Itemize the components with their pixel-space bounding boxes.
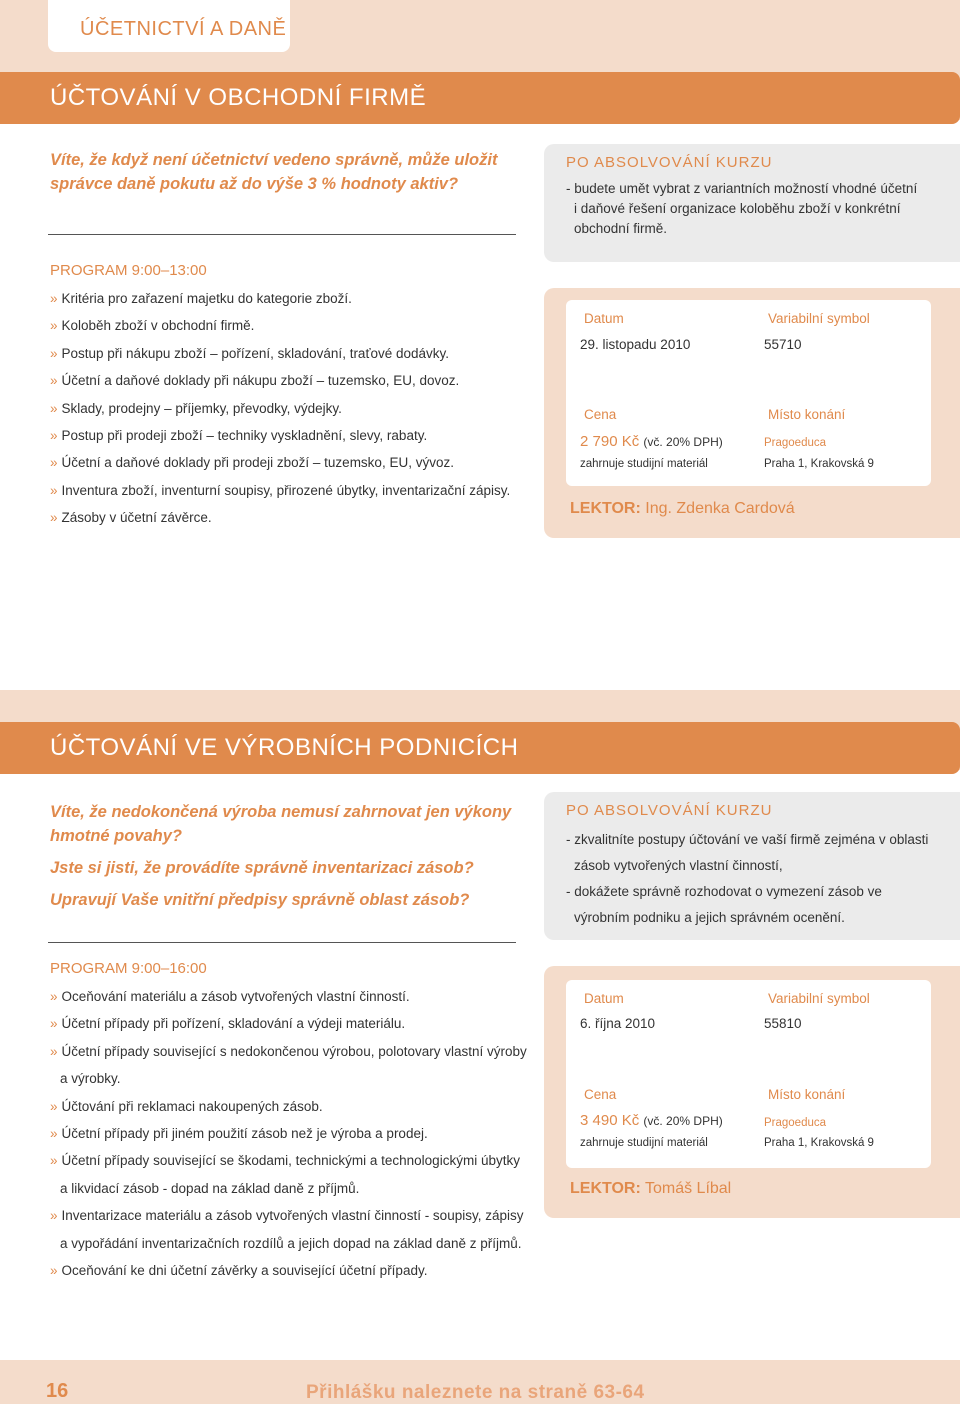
page-number: 16 [46, 1380, 69, 1402]
result-title: PO ABSOLVOVÁNÍ KURZU [566, 154, 773, 171]
course2-header [0, 722, 960, 774]
category-tab [48, 0, 290, 52]
list-item: » Inventarizace materiálu a zásob vytvořených vlastní činností - soupisy, zápisy a vypořádání inventarizačních rozdílů a jejich dopad na základ daně z příjmů. [50, 1208, 524, 1251]
list-item: » Účetní případy při pořízení, skladování a výdeji materiálu. [50, 1016, 406, 1032]
list-item: » Účtování při reklamaci nakoupených zásob. [50, 1098, 323, 1114]
list-item: » Zásoby v účetní závěrce. [50, 510, 212, 526]
divider [48, 234, 516, 235]
course1-lecturer: LEKTOR: Ing. Zdenka Cardová [570, 500, 795, 517]
price-note: zahrnuje studijní materiál [580, 458, 708, 470]
list-item: » Inventura zboží, inventurní soupisy, přirozené úbytky, inventarizační zápisy. [50, 482, 511, 498]
variable-symbol-value: 55810 [764, 1016, 802, 1031]
variable-symbol-value: 55710 [764, 337, 802, 352]
venue-label: Místo konání [768, 407, 846, 422]
footer-note: Přihlášku naleznete na straně 63-64 [306, 1382, 645, 1403]
venue-address: Praha 1, Krakovská 9 [764, 458, 874, 470]
list-item: » Účetní případy při jiném použití zásob než je výroba a prodej. [50, 1126, 428, 1142]
venue-org: Pragoeduca [764, 1117, 827, 1129]
date-value: 29. listopadu 2010 [580, 337, 691, 352]
result-text: - budete umět vybrat z variantních možností vhodné účetní i daňové řešení organizace koloběhu zboží v konkrétní obchodní firmě. [566, 181, 918, 236]
course1-result-box [544, 144, 960, 262]
course1-intro: Víte, že když není účetnictví vedeno správně, může uložit správce daně pokutu až do výše 3 % hodnoty aktiv? [50, 151, 498, 193]
price-label: Cena [584, 407, 617, 422]
list-item: » Účetní a daňové doklady při nákupu zboží – tuzemsko, EU, dovoz. [50, 373, 460, 389]
list-item: » Postup při nákupu zboží – pořízení, skladování, traťové dodávky. [50, 345, 450, 361]
course1-program-title: PROGRAM 9:00–13:00 [50, 262, 207, 279]
list-item: » Účetní a daňové doklady při prodeji zboží – tuzemsko, EU, vývoz. [50, 455, 454, 471]
list-item: » Oceňování materiálu a zásob vytvořených vlastní činností. [50, 989, 410, 1004]
course1-title: ÚČTOVÁNÍ V OBCHODNÍ FIRMĚ [50, 84, 427, 111]
category-title: ÚČETNICTVÍ A DANĚ [80, 18, 287, 40]
variable-symbol-label: Variabilní symbol [768, 991, 870, 1006]
list-item: » Kritéria pro zařazení majetku do kategorie zboží. [50, 291, 352, 306]
course2-lecturer: LEKTOR: Tomáš Líbal [570, 1180, 732, 1197]
list-item: » Sklady, prodejny – příjemky, převodky, výdejky. [50, 400, 342, 416]
price-note: zahrnuje studijní materiál [580, 1137, 708, 1149]
price-value: 2 790 Kč (vč. 20% DPH) [580, 433, 723, 450]
price-value: 3 490 Kč (vč. 20% DPH) [580, 1112, 723, 1129]
venue-label: Místo konání [768, 1087, 846, 1102]
course2-intro: Víte, že nedokončená výroba nemusí zahrnovat jen výkony hmotné povahy? Jste si jisti, že provádíte správně inventarizaci zásob? Upravují Vaše vnitřní předpisy správně oblast zásob? [50, 803, 512, 909]
date-label: Datum [584, 991, 624, 1006]
variable-symbol-label: Variabilní symbol [768, 311, 870, 326]
result-text: - zkvalitníte postupy účtování ve vaší firmě zejména v oblasti zásob vytvořených vlastní činností, - dokážete správně rozhodovat o vymezení zásob ve výrobním podniku a jejich správném ocenění. [566, 832, 929, 925]
list-item: » Koloběh zboží v obchodní firmě. [50, 318, 255, 334]
list-item: » Účetní případy související se škodami, technickými a technologickými úbytky a likvidací zásob - dopad na základ daně z příjmů. [50, 1153, 520, 1196]
price-label: Cena [584, 1087, 617, 1102]
course1-header [0, 72, 960, 124]
list-item: » Účetní případy související s nedokončenou výrobou, polotovary vlastní výroby a výrobky. [50, 1043, 527, 1087]
list-item: » Oceňování ke dni účetní závěrky a související účetní případy. [50, 1263, 428, 1279]
course2-title: ÚČTOVÁNÍ VE VÝROBNÍCH PODNICÍCH [50, 734, 519, 761]
course2-program-list [50, 983, 530, 1284]
course2-program-title: PROGRAM 9:00–16:00 [50, 960, 207, 977]
result-title: PO ABSOLVOVÁNÍ KURZU [566, 802, 773, 819]
venue-address: Praha 1, Krakovská 9 [764, 1137, 874, 1149]
course2-result-box [544, 792, 960, 940]
divider [48, 942, 516, 943]
course1-program-list [50, 285, 520, 532]
date-label: Datum [584, 311, 624, 326]
list-item: » Postup při prodeji zboží – techniky vyskladnění, slevy, rabaty. [50, 428, 428, 444]
date-value: 6. října 2010 [580, 1016, 656, 1031]
venue-org: Pragoeduca [764, 437, 827, 449]
